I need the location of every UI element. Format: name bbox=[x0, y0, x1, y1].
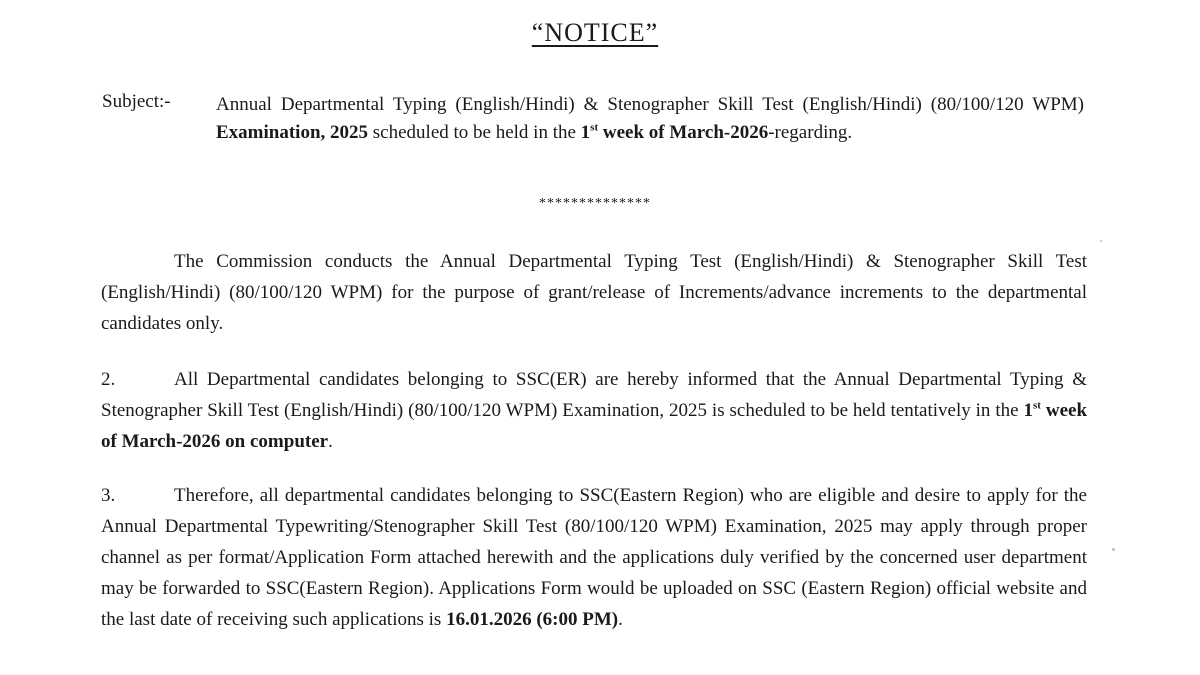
subject-text bbox=[216, 91, 1084, 147]
paragraph-1-text: The Commission conducts the Annual Departmental Typing Test (English/Hindi) & Stenographer Skill Test (English/Hindi) (80/100/120 WPM) for the purpose of grant/release of Increments/advance increments to the departmental candidates only. bbox=[101, 251, 1087, 334]
subject-week-number: 1st bbox=[580, 121, 599, 143]
paragraph-3-text-end: . bbox=[618, 609, 623, 630]
paragraph-3 bbox=[101, 480, 1087, 635]
notice-title-text: “NOTICE” bbox=[531, 18, 659, 47]
paragraph-3-text: Therefore, all departmental candidates belonging to SSC(Eastern Region) who are eligible and desire to apply for the Annual Departmental Typewriting/Stenographer Skill Test (80/100/120 WPM) Examination, 2025 may apply through proper channel as per format/Application Form attached herewith and the applications duly verified by the concerned user department may be forwarded to SSC(Eastern Region). Applications Form would be uploaded on SSC (Eastern Region) official website and the last date of receiving such applications is bbox=[101, 485, 1087, 630]
paragraph-2-number: 2. bbox=[101, 369, 116, 390]
subject-exam-year: Examination, 2025 bbox=[216, 122, 369, 143]
paragraph-2-text: All Departmental candidates belonging to SSC(ER) are hereby informed that the Annual Departmental Typing & Stenographer Skill Test (English/Hindi) (80/100/120 WPM) Examination, 2025 is scheduled to be held tentatively in the bbox=[101, 369, 1087, 421]
paragraph-1 bbox=[101, 246, 1087, 339]
paragraph-2 bbox=[101, 364, 1087, 457]
subject-text-part: scheduled to be held in the bbox=[368, 122, 581, 143]
paragraph-3-number: 3. bbox=[101, 485, 116, 506]
subject-week-month: week of March-2026 bbox=[598, 122, 769, 143]
separator-stars: ************** bbox=[539, 196, 651, 211]
notice-title bbox=[0, 18, 1190, 48]
subject-text-part: Annual Departmental Typing (English/Hindi) & Stenographer Skill Test (English/Hindi) (80/100/120 WPM) bbox=[216, 94, 1084, 115]
subject-text-part: -regarding. bbox=[768, 122, 853, 143]
paragraph-2-week-month: week of March-2026 on computer bbox=[101, 400, 1088, 452]
paragraph-2-week-number: 1st bbox=[1023, 399, 1041, 421]
paragraph-2-text-end: . bbox=[328, 431, 333, 452]
last-date: 16.01.2026 (6:00 PM) bbox=[446, 609, 619, 630]
scan-speck bbox=[1112, 548, 1115, 551]
scan-speck bbox=[1100, 240, 1102, 242]
subject-label: Subject:- bbox=[102, 91, 171, 112]
